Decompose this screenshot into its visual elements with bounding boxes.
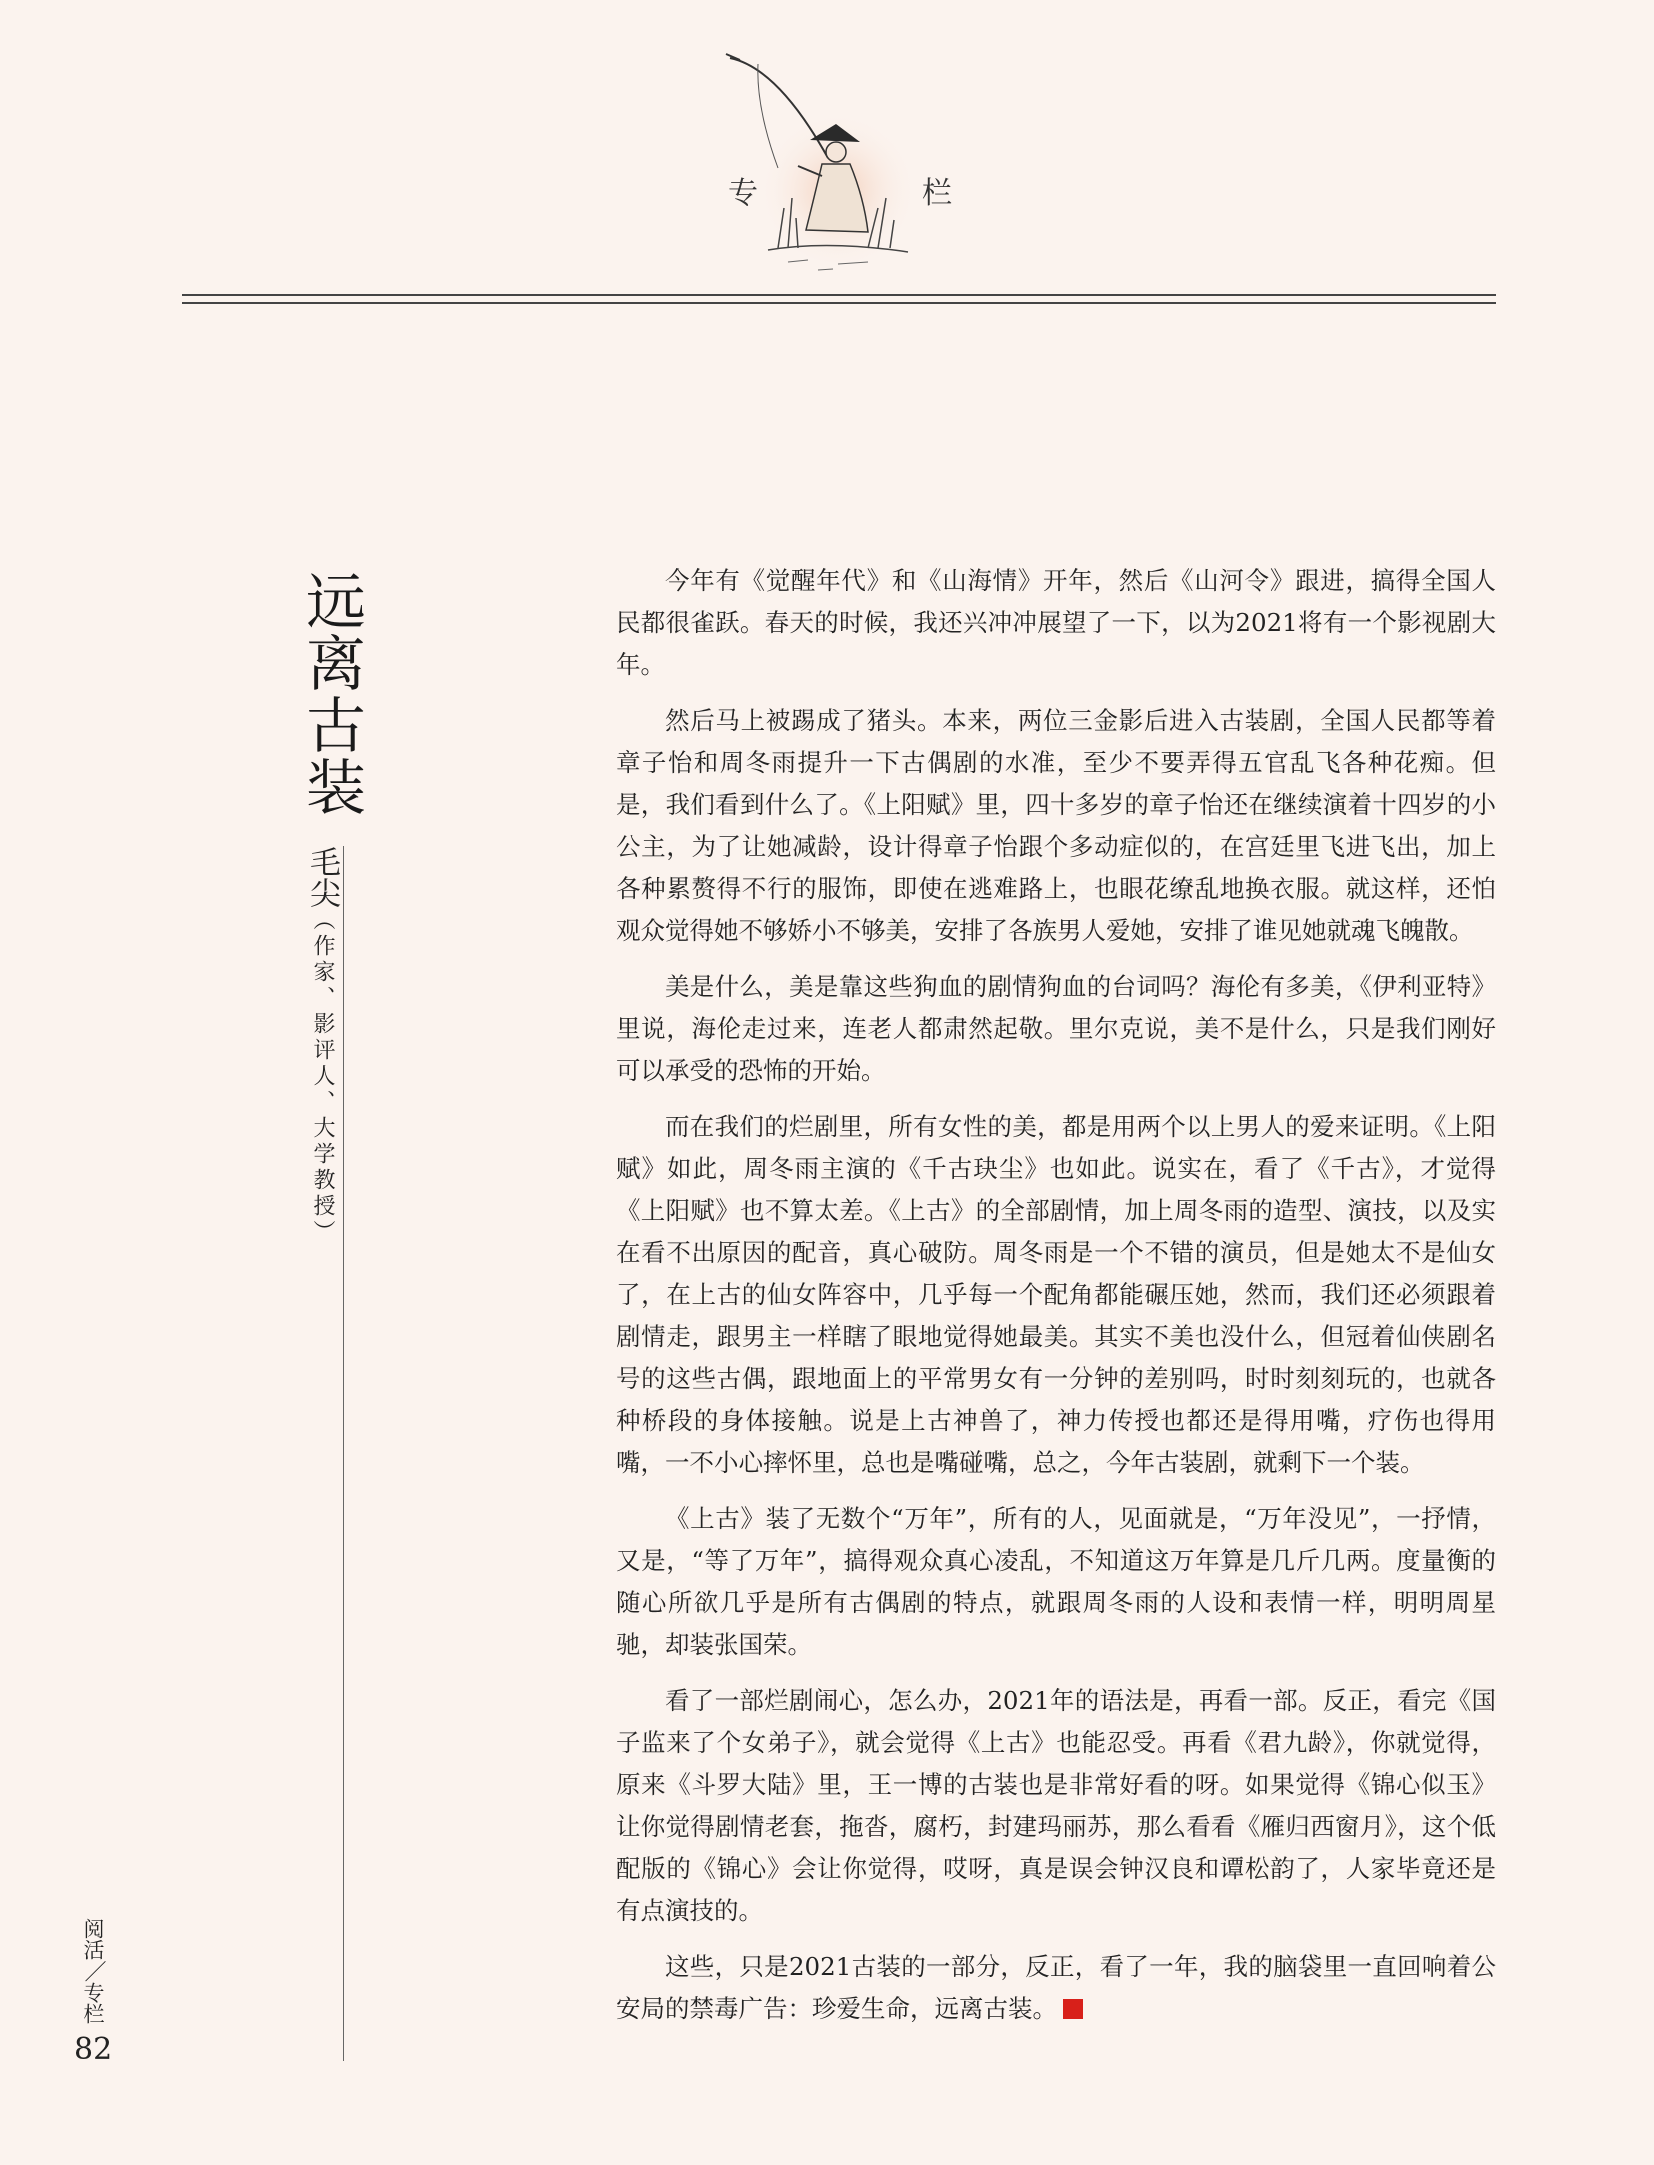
author-byline [300,846,345,1246]
paragraph-last [616,1946,1496,2030]
paragraph-text: 这些，只是2021古装的一部分，反正，看了一年，我的脑袋里一直回响着公安局的禁毒广告：珍爱生命，远离古装。 [616,1952,1496,2023]
header-rule-bottom [182,302,1496,304]
paragraph: 《上古》装了无数个“万年”，所有的人，见面就是，“万年没见”，一抒情，又是，“等了万年”，搞得观众真心凌乱，不知道这万年算是几斤几两。度量衡的随心所欲几乎是所有古偶剧的特点，就跟周冬雨的人设和表情一样，明明周星驰，却装张国荣。 [616,1504,1496,1659]
paragraph: 看了一部烂剧闹心，怎么办，2021年的语法是，再看一部。反正，看完《国子监来了个女弟子》，就会觉得《上古》也能忍受。再看《君九龄》，你就觉得，原来《斗罗大陆》里，王一博的古装也是非常好看的呀。如果觉得《锦心似玉》让你觉得剧情老套，拖沓，腐朽，封建玛丽苏，那么看看《雁归西窗月》，这个低配版的《锦心》会让你觉得，哎呀，真是误会钟汉良和谭松韵了，人家毕竟还是有点演技的。 [616,1686,1496,1925]
paragraph: 今年有《觉醒年代》和《山海情》开年，然后《山河令》跟进，搞得全国人民都很雀跃。春天的时候，我还兴冲冲展望了一下，以为2021将有一个影视剧大年。 [616,566,1496,679]
end-mark-icon [1063,1999,1083,2019]
paragraph: 美是什么，美是靠这些狗血的剧情狗血的台词吗？海伦有多美，《伊利亚特》里说，海伦走过来，连老人都肃然起敬。里尔克说，美不是什么，只是我们刚好可以承受的恐怖的开始。 [616,972,1496,1085]
page-number: 82 [74,2032,113,2067]
column-label-right: 栏 [922,176,952,211]
section-name: 专栏 [81,1982,105,2024]
paragraph: 而在我们的烂剧里，所有女性的美，都是用两个以上男人的爱来证明。《上阳赋》如此，周冬雨主演的《千古玦尘》也如此。说实在，看了《千古》，才觉得《上阳赋》也不算太差。《上古》的全部剧情，加上周冬雨的造型、演技，以及实在看不出原因的配音，真心破防。周冬雨是一个不错的演员，但是她太不是仙女了，在上古的仙女阵容中，几乎每一个配角都能碾压她，然而，我们还必须跟着剧情走，跟男主一样瞎了眼地觉得她最美。其实不美也没什么，但冠着仙侠剧名号的这些古偶，跟地面上的平常男女有一分钟的差别吗，时时刻刻玩的，也就各种桥段的身体接触。说是上古神兽了，神力传授也都还是得用嘴，疗伤也得用嘴，一不小心摔怀里，总也是嘴碰嘴，总之，今年古装剧，就剩下一个装。 [616,1112,1496,1477]
header-rule-top [182,294,1496,296]
article-title: 远离古装 [296,570,366,818]
footer-section-label [78,1918,109,2024]
slash-divider: ／ [81,1960,106,1982]
magazine-name: 阅活 [81,1918,105,1960]
author-note: （作家、影评人、大学教授） [310,908,335,1246]
author-name: 毛尖 [304,846,340,908]
paragraph: 然后马上被踢成了猪头。本来，两位三金影后进入古装剧，全国人民都等着章子怡和周冬雨提升一下古偶剧的水准，至少不要弄得五官乱飞各种花痴。但是，我们看到什么了。《上阳赋》里，四十多岁的章子怡还在继续演着十四岁的小公主，为了让她减龄，设计得章子怡跟个多动症似的，在宫廷里飞进飞出，加上各种累赘得不行的服饰，即使在逃难路上，也眼花缭乱地换衣服。就这样，还怕观众觉得她不够娇小不够美，安排了各族男人爱她，安排了谁见她就魂飞魄散。 [616,706,1496,945]
column-label-left: 专 [728,176,758,211]
article-body [616,560,1496,2044]
fisherman-illustration [718,48,938,278]
